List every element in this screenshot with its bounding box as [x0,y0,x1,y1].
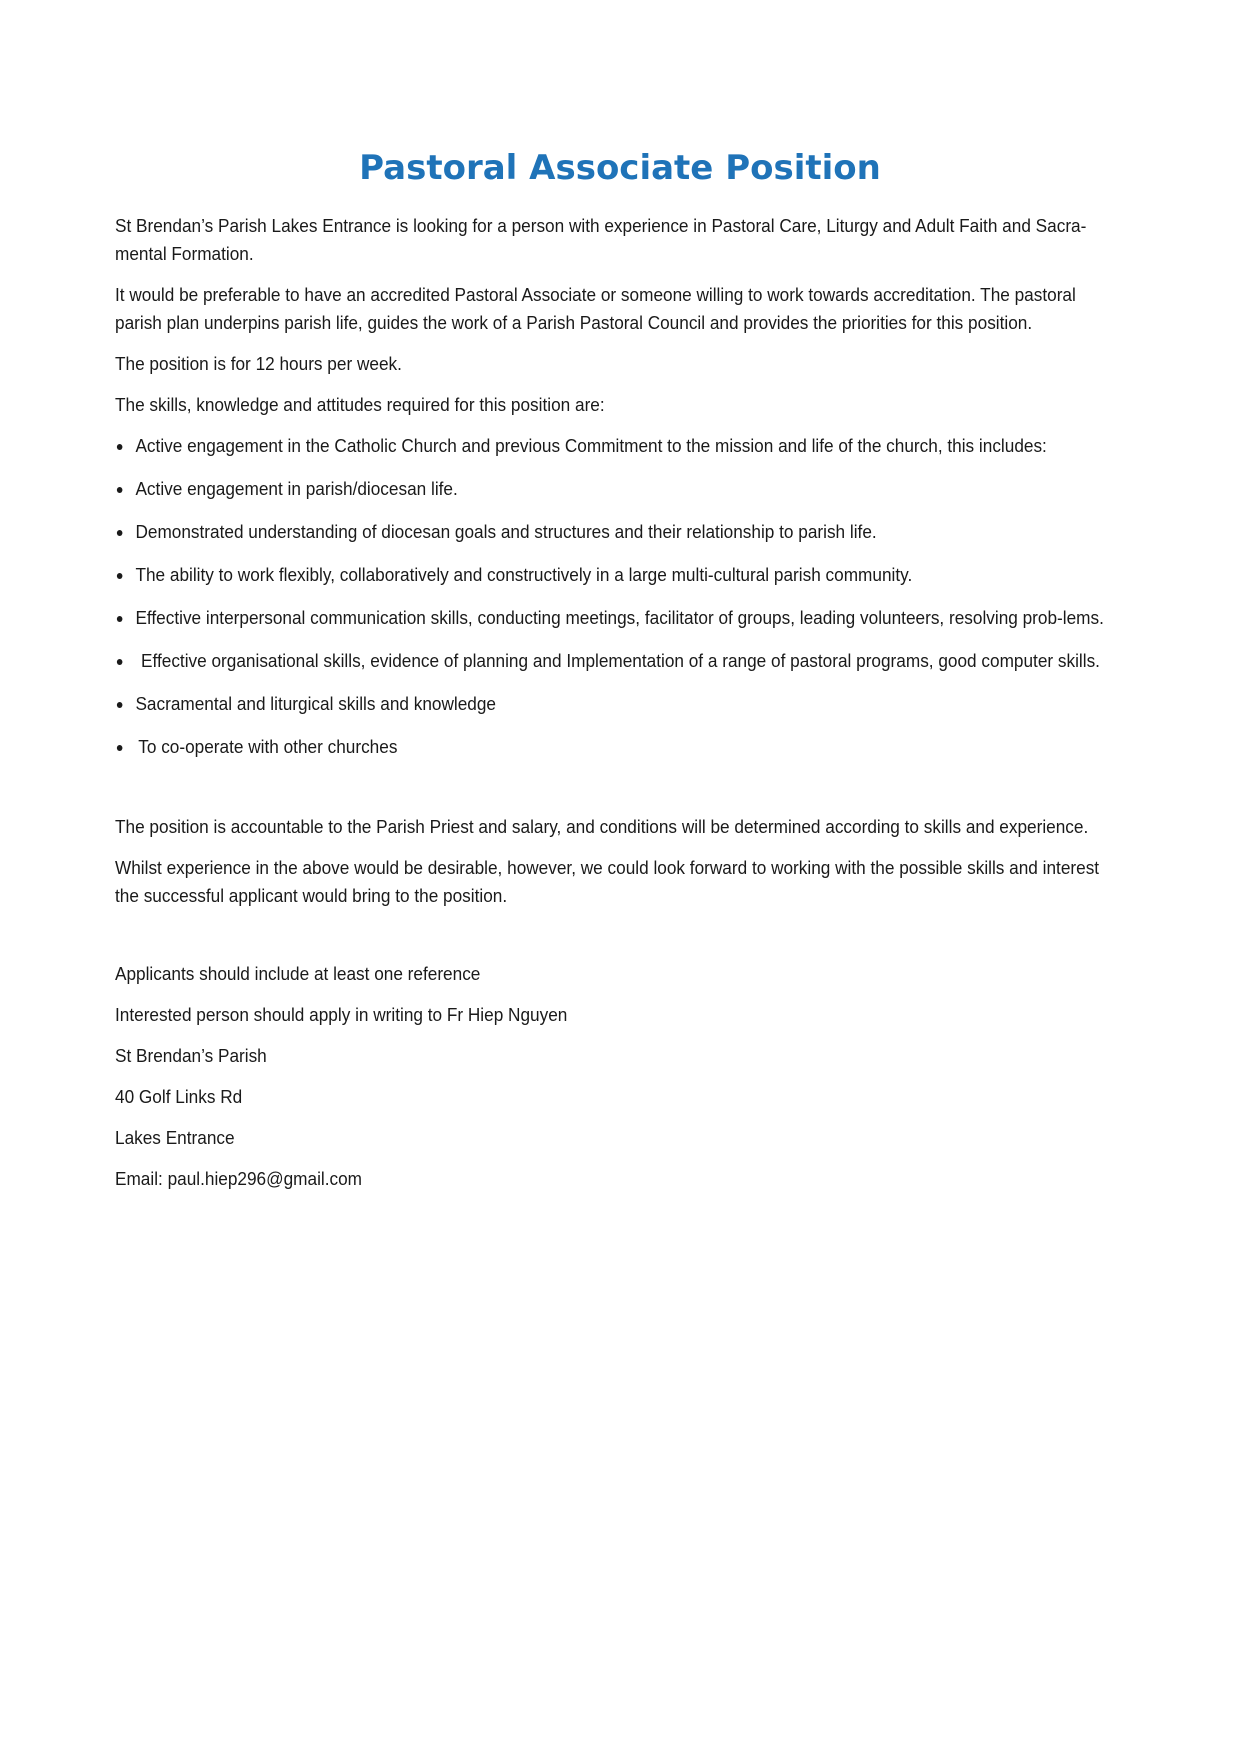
bullet-icon [117,444,123,450]
list-item [115,647,1105,675]
document-body [115,212,1105,1206]
email-label: Email: [115,1168,168,1189]
street-address: 40 Golf Links Rd [115,1086,243,1107]
list-item-text: To co-operate with other churches [138,736,398,757]
list-item [115,604,1105,632]
email-line [115,1165,1105,1193]
list-item [115,432,1105,460]
list-item [115,518,1105,546]
list-item-text: Sacramental and liturgical skills and knowledge [135,693,497,714]
bullet-icon [117,573,123,579]
list-item [115,475,1105,503]
intro-paragraph: The skills, knowledge and attitudes required for this position are: [115,394,605,415]
bullet-icon [117,616,123,622]
closing-paragraph: The position is accountable to the Parish Priest and salary, and conditions will be determined according to skills and experience. [115,816,1089,837]
bullet-icon [117,659,123,665]
bullet-icon [117,530,123,536]
spacer [115,776,1105,813]
list-item [115,561,1105,589]
closing-paragraph: Whilst experience in the above would be desirable, however, we could look forward to working with the possible skills and interest the successful applicant would bring to the position. [115,857,1100,906]
list-item-text: Demonstrated understanding of diocesan goals and structures and their relationship to parish life. [135,521,877,542]
list-item-text: Active engagement in parish/diocesan life. [135,478,458,499]
list-item-text: The ability to work flexibly, collaboratively and constructively in a large multi-cultural parish community. [135,564,913,585]
skills-list [115,432,1105,761]
intro-paragraph: St Brendan’s Parish Lakes Entrance is looking for a person with experience in Pastoral Care, Liturgy and Adult Faith and Sacra-mental Formation. [115,215,1087,264]
list-item-text: Effective interpersonal communication skills, conducting meetings, facilitator of groups, leading volunteers, resolving prob-lems. [135,607,1104,628]
bullet-icon [117,745,123,751]
list-item-text: Effective organisational skills, evidence of planning and Implementation of a range of pastoral programs, good computer skills. [141,650,1100,671]
page-title: Pastoral Associate Position [359,148,881,188]
spacer [115,923,1105,960]
list-item [115,733,1105,761]
list-item-text: Active engagement in the Catholic Church and previous Commitment to the mission and life of the church, this includes: [135,435,1047,456]
contact-block [115,960,1105,1193]
intro-paragraph: The position is for 12 hours per week. [115,353,402,374]
parish-name: St Brendan’s Parish [115,1045,267,1066]
email-address[interactable]: paul.hiep296@gmail.com [167,1168,363,1189]
intro-paragraph: It would be preferable to have an accredited Pastoral Associate or someone willing to work towards accreditation. The pastoral parish plan underpins parish life, guides the work of a Parish Pastoral Council and provides the priorities for this position. [115,284,1076,333]
bullet-icon [117,702,123,708]
town: Lakes Entrance [115,1127,235,1148]
reference-note: Applicants should include at least one reference [115,963,481,984]
apply-note: Interested person should apply in writing to Fr Hiep Nguyen [115,1004,568,1025]
bullet-icon [117,487,123,493]
list-item [115,690,1105,718]
